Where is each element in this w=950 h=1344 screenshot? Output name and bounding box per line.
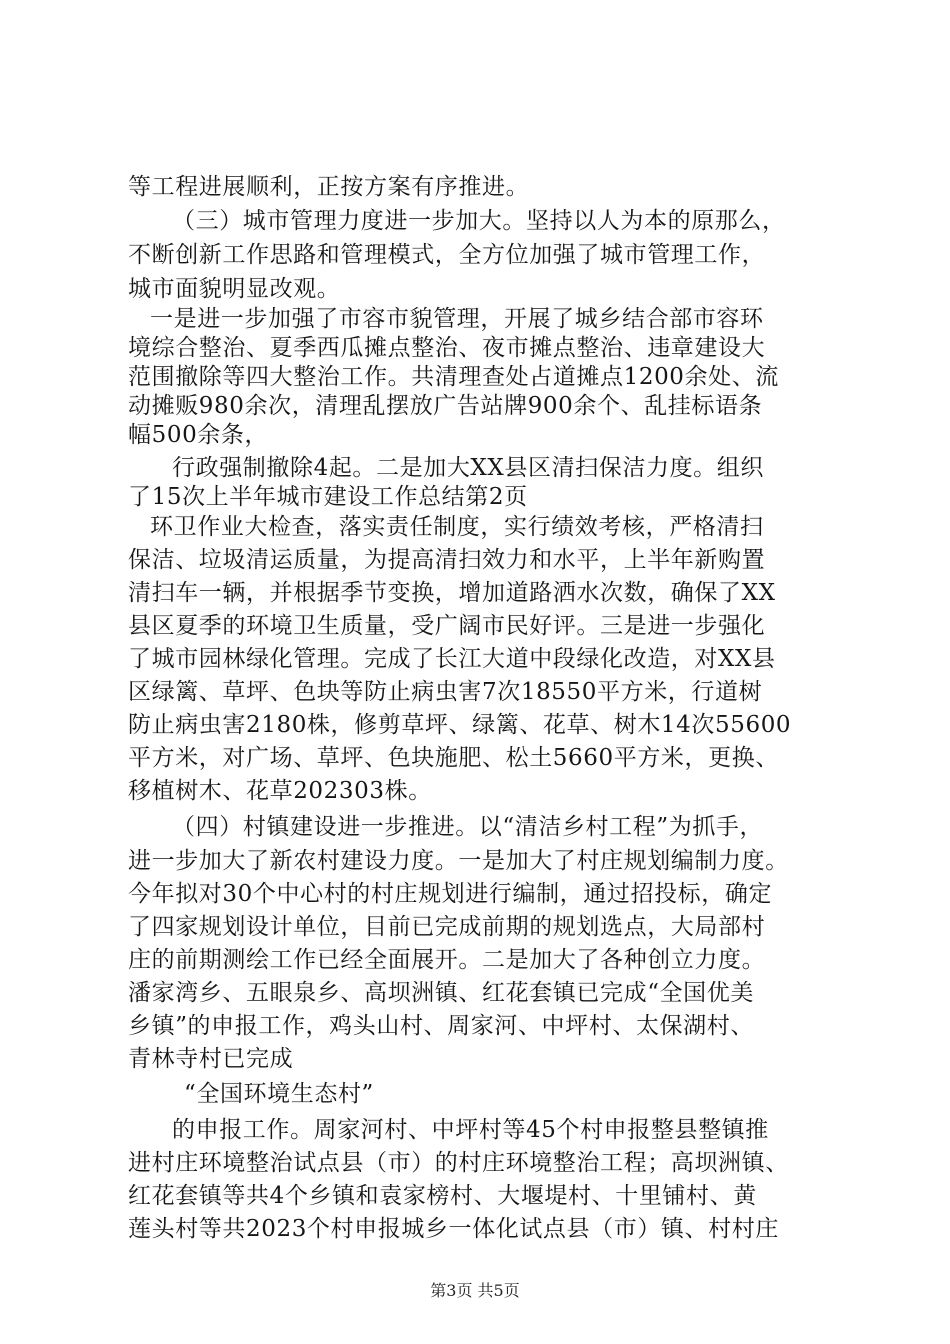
text-line: 了城市园林绿化管理。完成了长江大道中段绿化改造，对XX县 (128, 646, 776, 672)
text-line: 不断创新工作思路和管理模式，全方位加强了城市管理工作， (128, 242, 766, 268)
text-line: 等工程进展顺利，正按方案有序推进。 (128, 174, 530, 200)
text-line: 县区夏季的环境卫生质量，受广阔市民好评。三是进一步强化 (128, 613, 766, 639)
text-line: 行政强制撤除4起。二是加大XX县区清扫保洁力度。组织 (172, 455, 764, 481)
text-line: 庄的前期测绘工作已经全面展开。二是加大了各种创立力度。 (128, 947, 766, 973)
text-line: 红花套镇等共4个乡镇和袁家榜村、大堰堤村、十里铺村、黄 (128, 1183, 757, 1209)
text-line: 了15次上半年城市建设工作总结第2页 (128, 484, 528, 510)
text-line: 的申报工作。周家河村、中坪村等45个村申报整县整镇推 (172, 1117, 769, 1143)
text-line: 潘家湾乡、五眼泉乡、高坝洲镇、红花套镇已完成“全国优美 (128, 980, 754, 1006)
text-line: 青林寺村已完成 (128, 1046, 294, 1072)
text-line: 了四家规划设计单位，目前已完成前期的规划选点，大局部村 (128, 914, 766, 940)
text-line: 进一步加大了新农村建设力度。一是加大了村庄规划编制力度。 (128, 848, 789, 874)
text-line: 防止病虫害2180株，修剪草坪、绿篱、花草、树木14次55600 (128, 712, 792, 738)
section-heading-3: （三）城市管理力度进一步加大。坚持以人为本的原那么， (172, 208, 786, 234)
text-line: “全国环境生态村” (184, 1081, 374, 1107)
section-heading-4: （四）村镇建设进一步推进。以“清洁乡村工程”为抓手， (172, 814, 764, 840)
text-line: 区绿篱、草坪、色块等防止病虫害7次18550平方米，行道树 (128, 679, 763, 705)
text-line: 一是进一步加强了市容市貌管理，开展了城乡结合部市容环 (150, 306, 764, 332)
text-line: 动摊贩980余次，清理乱摆放广告站牌900余个、乱挂标语条 (128, 393, 763, 419)
text-line: 莲头村等共2023个村申报城乡一体化试点县（市）镇、村村庄 (128, 1216, 779, 1242)
text-line: 保洁、垃圾清运质量，为提高清扫效力和水平，上半年新购置 (128, 547, 766, 573)
text-line: 平方米，对广场、草坪、色块施肥、松土5660平方米，更换、 (128, 745, 779, 771)
text-line: 范围撤除等四大整治工作。共清理查处占道摊点1200余处、流 (128, 364, 779, 390)
text-line: 幅500余条， (128, 422, 269, 448)
text-line: 环卫作业大检查，落实责任制度，实行绩效考核，严格清扫 (150, 514, 764, 540)
text-line: 进村庄环境整治试点县（市）的村庄环境整治工程；高坝洲镇、 (128, 1150, 789, 1176)
text-line: 清扫车一辆，并根据季节变换，增加道路洒水次数，确保了XX (128, 580, 776, 606)
text-line: 城市面貌明显改观。 (128, 276, 341, 302)
text-line: 乡镇”的申报工作，鸡头山村、周家河、中坪村、太保湖村、 (128, 1013, 754, 1039)
text-line: 移植树木、花草202303株。 (128, 778, 432, 804)
page-number-footer: 第3页 共5页 (430, 1281, 520, 1300)
text-line: 境综合整治、夏季西瓜摊点整治、夜市摊点整治、违章建设大 (128, 335, 766, 361)
text-line: 今年拟对30个中心村的村庄规划进行编制，通过招投标，确定 (128, 881, 773, 907)
